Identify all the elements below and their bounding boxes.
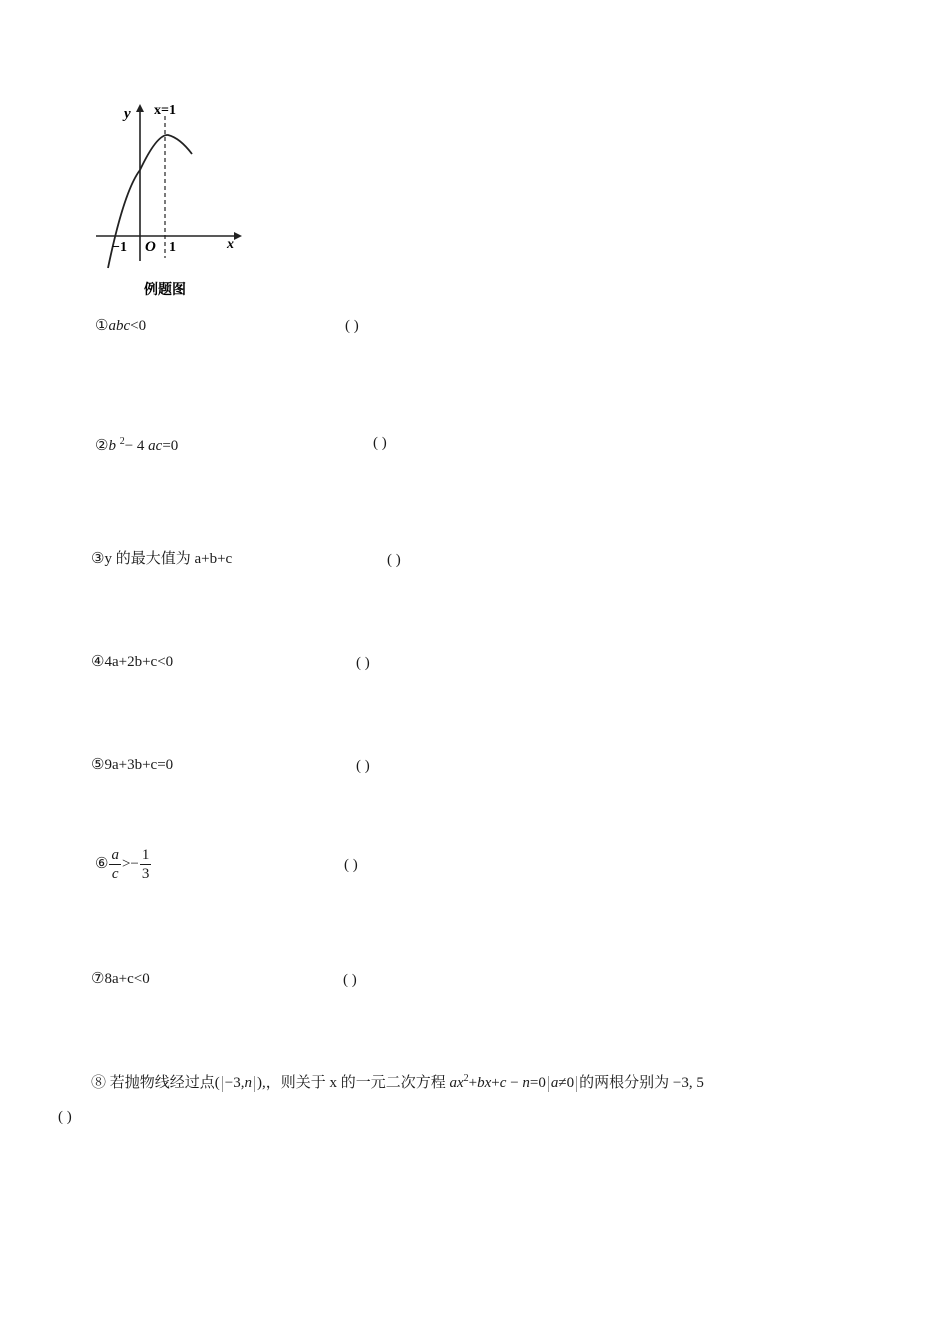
expr-exponent: 2	[119, 436, 125, 447]
expr-exponent: 2	[463, 1073, 469, 1084]
statement-text: +	[491, 1075, 500, 1091]
statement-text: ax	[449, 1075, 464, 1091]
answer-blank-1[interactable]: ( )	[345, 318, 359, 334]
statement-text: n	[244, 1075, 252, 1091]
bracket-bar	[548, 1076, 549, 1092]
x-axis-arrow	[234, 232, 242, 240]
statement-text: +	[468, 1075, 478, 1091]
item-marker: ⑥	[95, 856, 109, 872]
statement-text: =0	[529, 1075, 546, 1091]
tick-label-neg1: −1	[112, 240, 127, 255]
statement-2	[95, 432, 178, 456]
item-marker: ⑦	[91, 971, 105, 987]
statement-text: 8a+c<0	[104, 971, 150, 987]
fraction-denominator: c	[111, 866, 119, 883]
x-axis-label: x	[227, 237, 234, 252]
item-marker: ①	[95, 318, 109, 334]
parabola-figure	[92, 96, 252, 306]
answer-blank-4[interactable]: ( )	[356, 655, 370, 671]
expr-part: ac	[148, 438, 163, 454]
expr-part: <0	[130, 318, 147, 334]
statement-text: 若抛物线经过点(	[109, 1075, 220, 1091]
item-marker: ②	[95, 438, 109, 454]
statement-1	[95, 316, 146, 336]
bracket-bar	[254, 1076, 255, 1092]
expr-part: b	[108, 438, 116, 454]
bracket-bar	[576, 1076, 577, 1092]
fraction-a-over-c	[109, 846, 121, 883]
statement-text: 9a+3b+c=0	[104, 757, 174, 773]
statement-7	[91, 969, 150, 989]
statement-text: c	[499, 1075, 507, 1091]
y-axis-arrow	[136, 104, 144, 112]
y-axis-label: y	[124, 106, 131, 122]
answer-blank-2[interactable]: ( )	[373, 435, 387, 451]
answer-blank-7[interactable]: ( )	[343, 972, 357, 988]
expr-part: abc	[108, 318, 131, 334]
item-marker: ③	[91, 551, 105, 567]
fraction-denominator: 3	[141, 866, 150, 883]
origin-label: O	[145, 239, 156, 255]
answer-blank-5[interactable]: ( )	[356, 758, 370, 774]
expr-part: =0	[162, 438, 179, 454]
answer-blank-8[interactable]: ( )	[58, 1109, 72, 1125]
fraction-numerator: 1	[141, 847, 150, 864]
bracket-bar	[222, 1076, 223, 1092]
statement-text: −3,	[224, 1075, 245, 1091]
item-marker: ⑤	[91, 757, 105, 773]
fraction-one-third	[140, 846, 152, 883]
statement-text: 的两根分别为 −3, 5	[579, 1075, 704, 1091]
statement-5	[91, 755, 173, 775]
statement-text: n	[522, 1075, 530, 1091]
vertical-line-label: x=1	[154, 103, 176, 118]
item-marker: ④	[91, 654, 105, 670]
statement-text: 4a+2b+c<0	[104, 654, 174, 670]
statement-text: ),，则关于 x 的一元二次方程	[256, 1075, 450, 1091]
answer-blank-3[interactable]: ( )	[387, 552, 401, 568]
answer-blank-6[interactable]: ( )	[344, 857, 358, 873]
expr-part: − 4	[124, 438, 145, 454]
tick-label-1: 1	[169, 240, 176, 255]
statement-4	[91, 652, 173, 672]
statement-6	[95, 842, 152, 886]
expr-operator: >−	[121, 856, 139, 872]
statement-text: bx	[477, 1075, 492, 1091]
figure-caption: 例题图	[144, 282, 186, 298]
statement-text: ≠0	[558, 1075, 575, 1091]
statement-3	[91, 549, 232, 569]
statement-text: −	[506, 1075, 523, 1091]
statement-8	[91, 1069, 704, 1093]
statement-text: a	[550, 1075, 559, 1091]
fraction-numerator: a	[111, 847, 119, 864]
parabola-graph	[92, 96, 252, 306]
item-marker: ⑧	[91, 1075, 107, 1091]
statement-text: y 的最大值为 a+b+c	[104, 551, 233, 567]
